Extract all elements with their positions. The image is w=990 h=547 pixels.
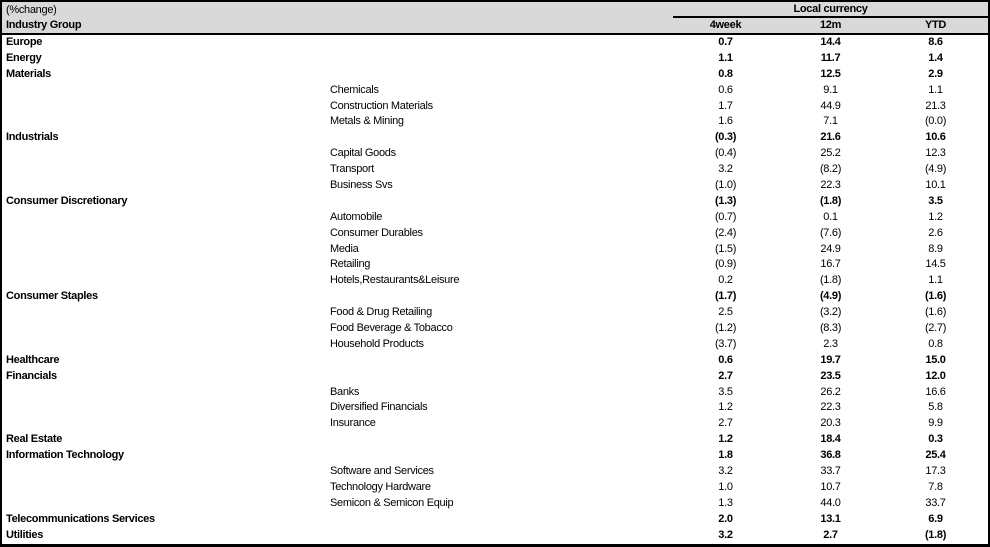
value-ytd: 17.3 — [925, 465, 946, 478]
value-4week: 2.5 — [718, 306, 733, 319]
industry-group-label: Energy — [6, 51, 42, 64]
table-row — [2, 51, 988, 67]
value-ytd: 5.8 — [928, 401, 943, 414]
sub-industry-label: Retailing — [330, 258, 371, 271]
value-12m: (8.3) — [819, 322, 842, 335]
table-row — [2, 99, 988, 115]
sub-industry-label: Construction Materials — [330, 99, 433, 112]
table-body — [2, 35, 988, 544]
sub-industry-label: Automobile — [330, 210, 383, 223]
value-4week: 3.2 — [718, 465, 733, 478]
value-ytd: 16.6 — [925, 385, 946, 398]
value-ytd: 1.1 — [928, 83, 943, 96]
value-4week: 1.8 — [718, 449, 733, 462]
value-ytd: 1.4 — [928, 51, 943, 64]
sub-industry-label: Semicon & Semicon Equip — [330, 496, 454, 509]
value-4week: 3.2 — [718, 163, 733, 176]
value-4week: (0.7) — [714, 210, 737, 223]
value-12m: 14.4 — [820, 36, 841, 48]
value-4week: (0.4) — [714, 147, 737, 160]
value-4week: (2.4) — [714, 226, 737, 239]
col-header-12m: 12m — [819, 19, 842, 31]
industry-group-label: Information Technology — [6, 449, 124, 462]
value-4week: 1.6 — [718, 115, 733, 128]
value-ytd: 6.9 — [928, 512, 943, 525]
percent-change-label: (%change) — [6, 4, 57, 16]
value-4week: 1.7 — [718, 99, 733, 112]
value-12m: 44.9 — [820, 99, 841, 112]
value-4week: 0.6 — [718, 83, 733, 96]
value-12m: 11.7 — [820, 51, 841, 64]
value-12m: 22.3 — [820, 401, 841, 414]
value-12m: 21.6 — [820, 131, 841, 144]
col-header-4week: 4week — [709, 19, 742, 31]
sub-industry-label: Media — [330, 242, 359, 255]
value-12m: 13.1 — [820, 512, 841, 525]
value-ytd: 33.7 — [925, 496, 946, 509]
table-row — [2, 162, 988, 178]
table-row — [2, 512, 988, 528]
value-12m: 12.5 — [820, 67, 841, 80]
value-4week: 0.6 — [718, 353, 733, 366]
table-row — [2, 226, 988, 242]
value-4week: 0.8 — [718, 67, 733, 80]
value-ytd: 0.8 — [928, 337, 943, 350]
value-4week: (3.7) — [714, 337, 737, 350]
value-ytd: 2.6 — [928, 226, 943, 239]
table-row — [2, 480, 988, 496]
table-row — [2, 257, 988, 273]
table-row — [2, 337, 988, 353]
industry-group-label: Telecommunications Services — [6, 512, 155, 525]
value-4week: 0.2 — [718, 274, 733, 287]
value-4week: (0.9) — [714, 258, 737, 271]
value-ytd: 1.1 — [928, 274, 943, 287]
value-12m: 2.3 — [823, 337, 838, 350]
value-12m: 19.7 — [820, 353, 841, 366]
value-12m: (8.2) — [819, 163, 842, 176]
value-4week: 2.0 — [718, 512, 733, 525]
industry-group-label: Consumer Staples — [6, 290, 98, 303]
value-ytd: 10.1 — [925, 179, 946, 192]
value-ytd: 8.6 — [928, 36, 943, 48]
value-12m: 25.2 — [820, 147, 841, 160]
table-row — [2, 464, 988, 480]
value-ytd: 12.3 — [925, 147, 946, 160]
sub-industry-label: Household Products — [330, 337, 424, 350]
sub-industry-label: Technology Hardware — [330, 480, 431, 493]
table-row — [2, 432, 988, 448]
value-ytd: 9.9 — [928, 417, 943, 430]
value-12m: 2.7 — [823, 528, 838, 541]
value-4week: 2.7 — [718, 369, 733, 382]
industry-group-header: Industry Group — [6, 19, 82, 31]
table-row — [2, 114, 988, 130]
value-12m: 22.3 — [820, 179, 841, 192]
industry-group-label: Industrials — [6, 131, 59, 144]
value-12m: 26.2 — [820, 385, 841, 398]
value-ytd: 14.5 — [925, 258, 946, 271]
value-12m: 18.4 — [820, 433, 841, 446]
table-row — [2, 178, 988, 194]
table-row — [2, 528, 988, 544]
value-4week: (1.0) — [714, 179, 737, 192]
sub-industry-label: Food Beverage & Tobacco — [330, 322, 453, 335]
value-12m: 23.5 — [820, 369, 841, 382]
value-ytd: (0.0) — [924, 115, 947, 128]
value-4week: 1.2 — [718, 401, 733, 414]
sub-industry-label: Metals & Mining — [330, 115, 404, 128]
col-header-ytd: YTD — [924, 19, 947, 31]
value-ytd: (1.8) — [924, 528, 947, 541]
table-row — [2, 448, 988, 464]
sub-industry-label: Software and Services — [330, 465, 434, 478]
value-ytd: (1.6) — [924, 306, 947, 319]
value-4week: 1.3 — [718, 496, 733, 509]
value-ytd: 12.0 — [925, 369, 946, 382]
industry-group-label: Consumer Discretionary — [6, 194, 128, 207]
value-ytd: 1.2 — [928, 210, 943, 223]
value-12m: (4.9) — [819, 290, 842, 303]
value-12m: 0.1 — [823, 210, 838, 223]
value-4week: 1.2 — [718, 433, 733, 446]
value-4week: (1.2) — [714, 322, 737, 335]
value-4week: 2.7 — [718, 417, 733, 430]
industry-group-label: Healthcare — [6, 353, 60, 366]
value-12m: 44.0 — [820, 496, 841, 509]
sub-industry-label: Food & Drug Retailing — [330, 306, 432, 319]
value-ytd: 7.8 — [928, 480, 943, 493]
value-4week: (1.5) — [714, 242, 737, 255]
table-row — [2, 35, 988, 51]
value-ytd: 2.9 — [928, 67, 943, 80]
sub-industry-label: Business Svs — [330, 179, 393, 192]
sub-industry-label: Chemicals — [330, 83, 379, 96]
value-ytd: 15.0 — [925, 353, 946, 366]
value-ytd: 3.5 — [928, 194, 943, 207]
sub-industry-label: Consumer Durables — [330, 226, 423, 239]
table-row — [2, 273, 988, 289]
table-row — [2, 289, 988, 305]
value-12m: (1.8) — [819, 274, 842, 287]
table-row — [2, 369, 988, 385]
value-12m: 10.7 — [820, 480, 841, 493]
value-ytd: (2.7) — [924, 322, 947, 335]
table-row — [2, 67, 988, 83]
industry-group-label: Financials — [6, 369, 57, 382]
value-4week: (1.3) — [714, 194, 737, 207]
table-row — [2, 194, 988, 210]
industry-group-label: Real Estate — [6, 433, 63, 446]
table-row — [2, 496, 988, 512]
value-12m: 20.3 — [820, 417, 841, 430]
value-4week: 3.2 — [718, 528, 733, 541]
value-ytd: (1.6) — [924, 290, 947, 303]
value-12m: 36.8 — [820, 449, 841, 462]
industry-group-label: Utilities — [6, 528, 44, 541]
table-row — [2, 321, 988, 337]
table-row — [2, 146, 988, 162]
value-ytd: 21.3 — [925, 99, 946, 112]
industry-group-label: Materials — [6, 67, 51, 80]
value-12m: 16.7 — [820, 258, 841, 271]
local-currency-header: Local currency — [673, 2, 988, 18]
value-4week: 1.1 — [718, 51, 733, 64]
value-4week: (1.7) — [714, 290, 737, 303]
sub-industry-label: Hotels,Restaurants&Leisure — [330, 274, 460, 287]
industry-group-label: Europe — [6, 36, 43, 48]
table-header — [2, 2, 988, 35]
value-12m: 7.1 — [823, 115, 838, 128]
sub-industry-label: Diversified Financials — [330, 401, 428, 414]
sub-industry-label: Banks — [330, 385, 360, 398]
value-ytd: 10.6 — [925, 131, 946, 144]
table-row — [2, 242, 988, 258]
value-4week: 3.5 — [718, 385, 733, 398]
value-12m: 9.1 — [823, 83, 838, 96]
sub-industry-label: Transport — [330, 163, 374, 176]
value-ytd: 8.9 — [928, 242, 943, 255]
table-row — [2, 83, 988, 99]
value-12m: (1.8) — [819, 194, 842, 207]
table-row — [2, 130, 988, 146]
value-12m: (7.6) — [819, 226, 842, 239]
sub-industry-label: Insurance — [330, 417, 376, 430]
value-4week: (0.3) — [714, 131, 737, 144]
value-ytd: 0.3 — [928, 433, 943, 446]
table-row — [2, 400, 988, 416]
table-row — [2, 353, 988, 369]
table-row — [2, 416, 988, 432]
table-row — [2, 305, 988, 321]
table-row — [2, 210, 988, 226]
value-4week: 0.7 — [718, 36, 733, 48]
value-12m: 24.9 — [820, 242, 841, 255]
sub-industry-label: Capital Goods — [330, 147, 396, 160]
value-4week: 1.0 — [718, 480, 733, 493]
value-ytd: 25.4 — [925, 449, 946, 462]
table-row — [2, 385, 988, 401]
value-ytd: (4.9) — [924, 163, 947, 176]
value-12m: 33.7 — [820, 465, 841, 478]
value-12m: (3.2) — [819, 306, 842, 319]
